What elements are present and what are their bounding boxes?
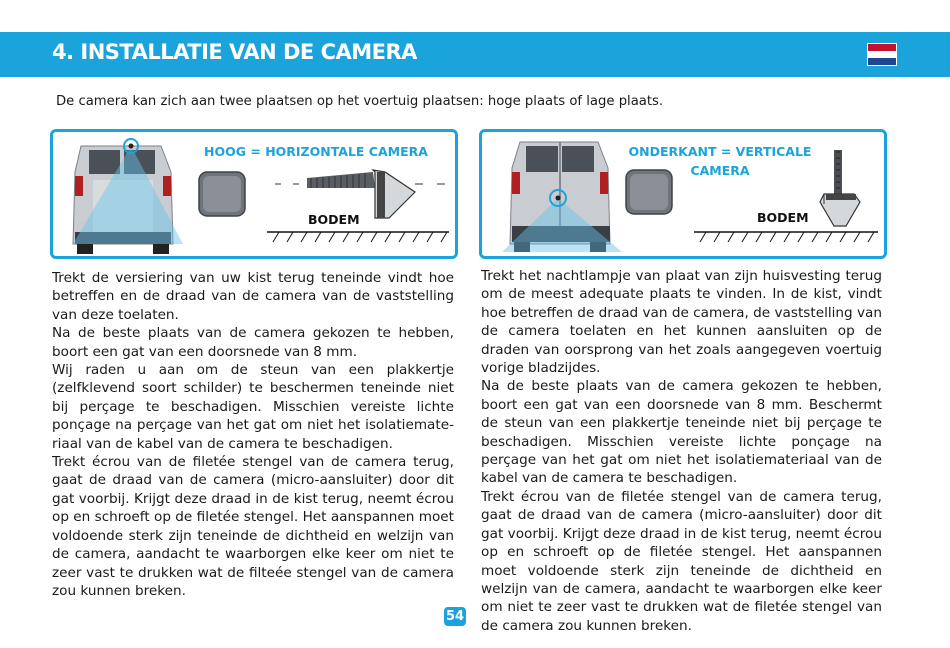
paragraph: Wij raden u aan om de steun van een plakkertje (zelfklevend soort schilder) te beschermen teneinde niet bij perçage te beschadigen. Misschien vereiste lichte ponçage na perçage van het gat om niet het isolatiemate-riaal van de kabel van de camera te beschadigen. [52,362,454,452]
right-column [481,267,882,635]
netherlands-flag-icon [867,43,897,66]
intro-text: De camera kan zich aan twee plaatsen op het voertuig plaatsen: hoge plaats of lage plaats. [56,94,664,109]
low-mount-label [622,142,818,180]
low-mount-panel [479,129,887,259]
high-mount-label: HOOG = HORIZONTALE CAMERA [204,144,428,159]
vertical-camera-icon [820,150,860,226]
paragraph: Na de beste plaats van de camera gekozen te hebben, boort een gat van een doorsnede van 8 mm. Beschermt de steun van een plakkertje teneinde niet bij perçage te beschadigen. Misschien vereiste lichte ponçage na perçage van het gat om niet het isolatiemateriaal van de kabel van de camera te beschadigen. [481,378,882,487]
paragraph: Trekt de versiering van uw kist terug teneinde vindt hoe betreffen en de draad van de camera van de vaststelling van deze toelaten. [52,270,454,323]
section-title: 4. INSTALLATIE VAN DE CAMERA [52,40,417,64]
left-column [52,269,454,600]
low-mount-label-line2: CAMERA [690,163,750,178]
high-mount-panel [50,129,458,259]
paragraph: Trekt écrou van de filetée stengel van de camera terug, gaat de draad van de camera (micro-aansluiter) door dit gat voorbij. Krijgt deze draad in de kist terug, neemt écrou op en schroeft op de filetée stengel. Het aanspannen moet voldoende sterk zijn teneinde de dichtheid en welzijn van de camera, aandacht te waarborgen elke keer om niet te zeer vast te drukken wat de filteée stengel van de camera zou kunnen breken. [52,454,454,599]
paragraph: Na de beste plaats van de camera gekozen te hebben, boort een gat van een doorsnede van 8 mm. [52,325,454,360]
low-mount-label-line1: ONDERKANT = VERTICALE [628,144,812,159]
paragraph: Trekt écrou van de filetée stengel van de camera terug, gaat de draad van de camera (micro-aansluiter) door dit gat voorbij. Krijgt deze draad in de kist terug, neemt écrou op en schroeft op de filetée stengel. Het aanspannen moet voldoende sterk zijn teneinde de dichtheid en welzijn van de camera, aandacht te waarborgen elke keer om niet te zeer vast te drukken wat de filetée stengel van de camera zou kunnen breken. [481,488,882,634]
ground-label: BODEM [757,210,809,225]
ground-label: BODEM [308,212,360,227]
van-rear-icon [73,139,183,254]
section-header [0,32,950,77]
page-number: 54 [445,609,465,624]
van-rear-icon [502,142,622,252]
paragraph: Trekt het nachtlampje van plaat van zijn huisvesting terug om de meest adequate plaats te vinden. In de kist, vindt hoe betreffen de draad van de camera, de vaststelling van de camera toelaten en het kunnen aansluiten op de draden van oorsprong van het zoals aangegeven voertuig vorige bladzijdes. [481,268,882,377]
horizontal-camera-icon [275,170,445,218]
